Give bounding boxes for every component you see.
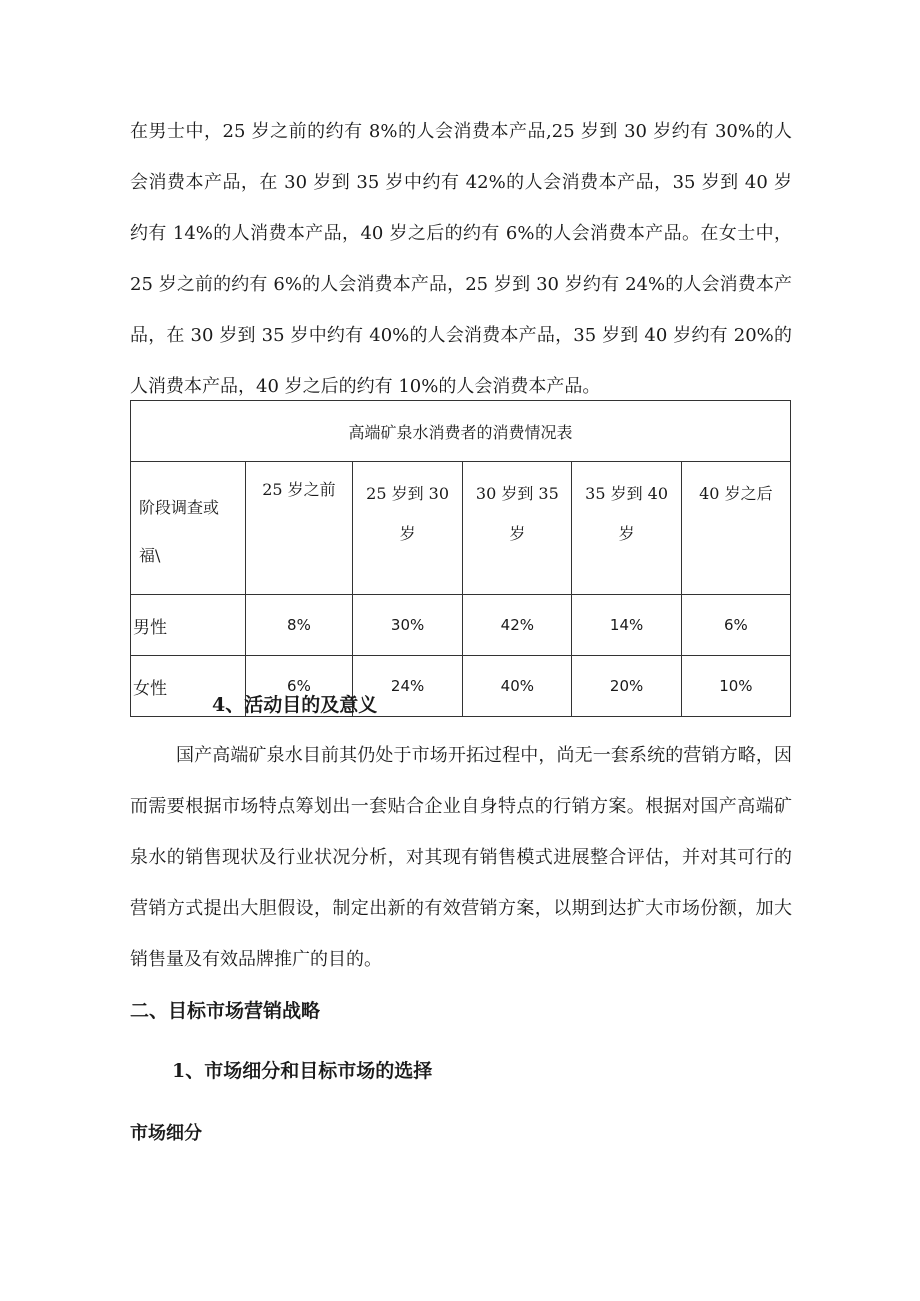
section-heading-1: 1、市场细分和目标市场的选择 xyxy=(172,1060,433,1082)
table-cell: 20% xyxy=(572,656,681,717)
col-header-text: 40 岁之后 xyxy=(699,484,773,503)
col-header-text: 岁 xyxy=(399,524,416,543)
consumer-stats-paragraph: 在男士中，25 岁之前的约有 8%的人会消费本产品,25 岁到 30 岁约有 30%的人会消费本产品，在 30 岁到 35 岁中约有 42%的人会消费本产品，35 岁到 40 岁约有 14%的人消费本产品，40 岁之后的约有 6%的人会消费本产品。在女士中，25 岁之前的约有 6%的人会消费本产品，25 岁到 30 岁约有 24%的人会消费本产品，在 30 岁到 35 岁中约有 40%的人会消费本产品，35 岁到 40 岁约有 20%的人消费本产品，40 岁之后的约有 10%的人会消费本产品。 xyxy=(130,121,792,397)
table-header-row xyxy=(131,462,791,595)
corner-line-2: 福\ xyxy=(139,546,161,565)
table-cell: 42% xyxy=(463,595,572,656)
table-caption: 高端矿泉水消费者的消费情况表 xyxy=(131,401,791,462)
purpose-paragraph: 国产高端矿泉水目前其仍处于市场开拓过程中，尚无一套系统的营销方略，因而需要根据市场特点筹划出一套贴合企业自身特点的行销方案。根据对国产高端矿泉水的销售现状及行业状况分析，对其现有销售模式进展整合评估，并对其可行的营销方式提出大胆假设，制定出新的有效营销方案，以期到达扩大市场份额，加大销售量及有效品牌推广的目的。 xyxy=(130,745,792,970)
col-header-text: 30 岁到 35 xyxy=(475,484,559,503)
table-cell: 14% xyxy=(572,595,681,656)
subheading-market-segmentation: 市场细分 xyxy=(130,1123,202,1144)
col-header-35-40 xyxy=(572,462,681,595)
section-heading-2: 二、目标市场营销战略 xyxy=(130,1000,321,1022)
table-cell: 6% xyxy=(245,656,352,717)
corner-line-1: 阶段调查或 xyxy=(139,498,220,517)
col-header-text: 岁 xyxy=(618,524,635,543)
col-header-text: 岁 xyxy=(509,524,526,543)
col-header-text: 25 岁之前 xyxy=(262,480,336,499)
col-header-text: 25 岁到 30 xyxy=(366,484,450,503)
table-cell: 10% xyxy=(681,656,790,717)
table-cell: 6% xyxy=(681,595,790,656)
col-header-text: 35 岁到 40 xyxy=(585,484,669,503)
table-cell: 30% xyxy=(352,595,462,656)
col-header-30-35 xyxy=(463,462,572,595)
col-header-25-30 xyxy=(352,462,462,595)
table-row-male xyxy=(131,595,791,656)
col-header-over-40 xyxy=(681,462,790,595)
consumption-table xyxy=(130,400,791,717)
col-header-under-25 xyxy=(245,462,352,595)
section-heading-4: 4、活动目的及意义 xyxy=(212,694,378,716)
table-cell: 24% xyxy=(352,656,462,717)
table-cell: 40% xyxy=(463,656,572,717)
table-cell: 8% xyxy=(245,595,352,656)
row-label-female: 女性 xyxy=(131,656,246,717)
row-label-male: 男性 xyxy=(131,595,246,656)
table-corner-header xyxy=(131,462,246,595)
